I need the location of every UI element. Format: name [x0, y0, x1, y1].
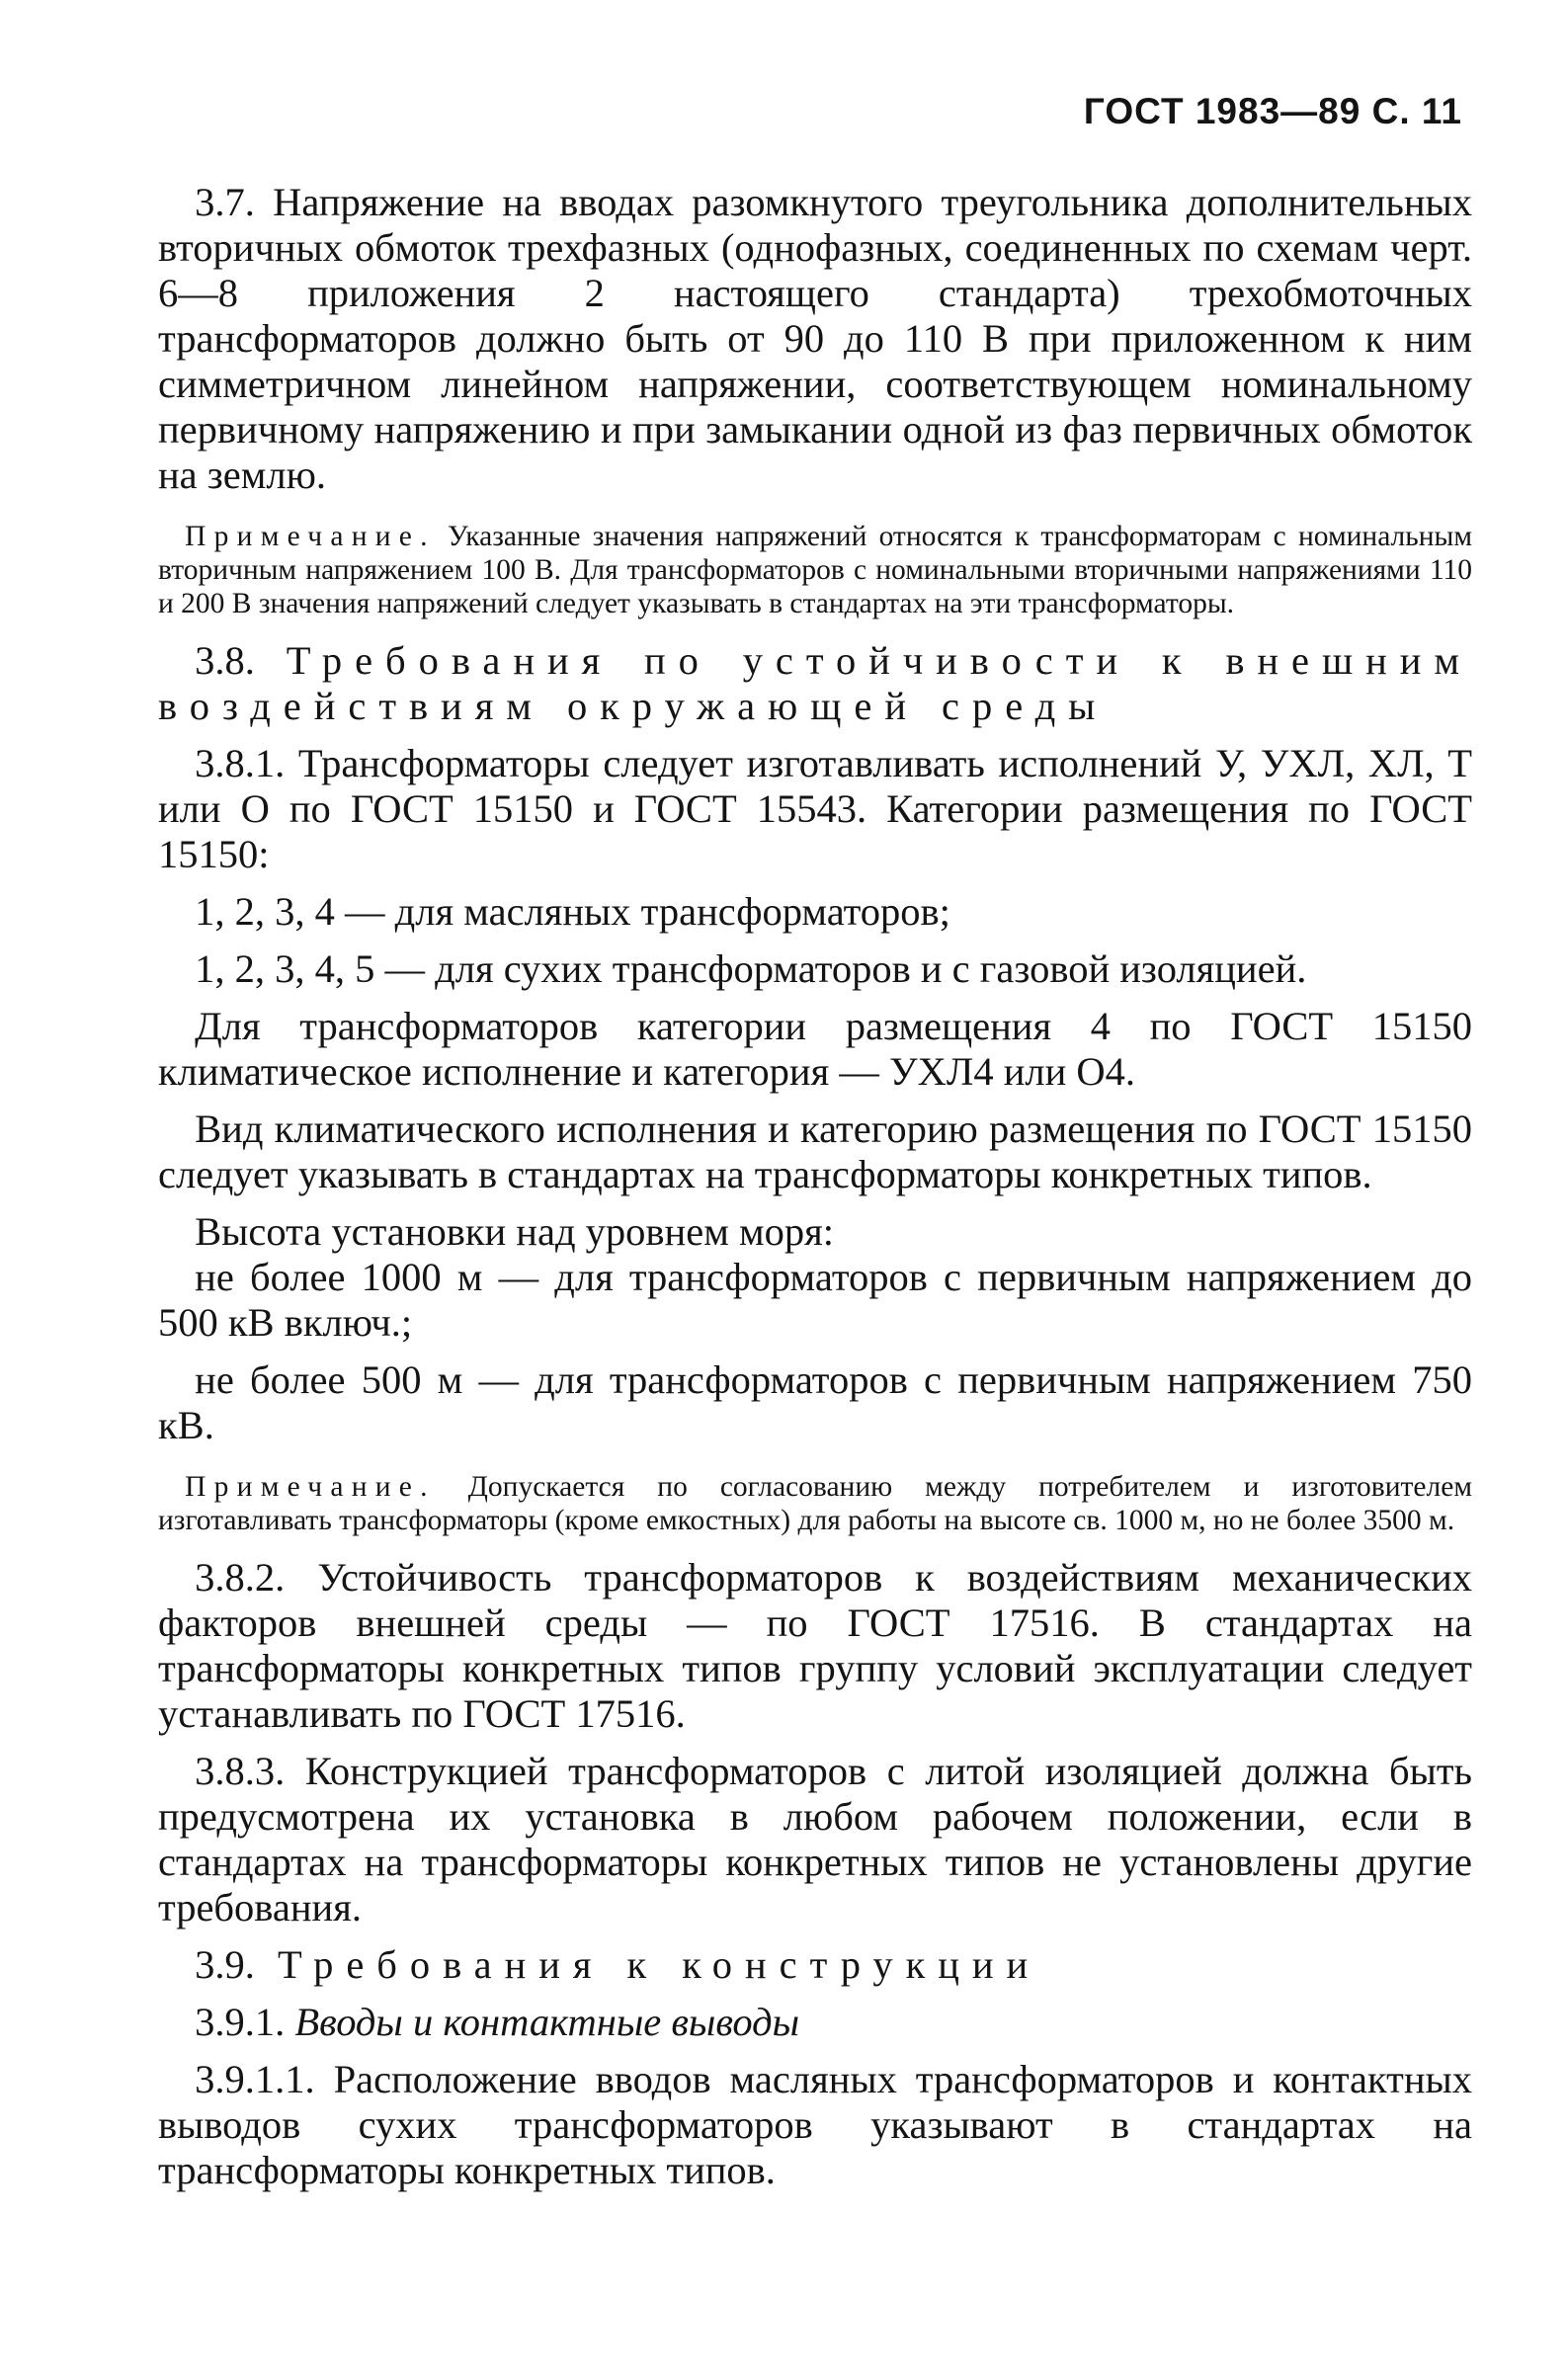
spacer — [158, 935, 1472, 946]
heading-3-8 — [158, 638, 1472, 729]
heading-3-9-1-number: 3.9.1. — [195, 2000, 286, 2044]
list-item-altitude-500: не более 500 м — для трансформаторов с первичным напряжением 750 кВ. — [158, 1357, 1472, 1447]
note-2 — [158, 1470, 1472, 1537]
note-2-text: Допускается по согласованию между потребителем и изготовителем изготавливать трансформаторы (кроме емкостных) для работы на высоте св. 1000 м, но не более 3500 м. — [158, 1471, 1472, 1536]
page-header: ГОСТ 1983—89 С. 11 — [1083, 91, 1462, 131]
note-1-label: Примечание. — [185, 521, 436, 552]
spacer — [158, 729, 1472, 741]
paragraph-3-8-2: 3.8.2. Устойчивость трансформаторов к воздействиям механических факторов внешней среды — по ГОСТ 17516. В стандартах на трансформаторы конкретных типов группу условий эксплуатации следует устанавливать по ГОСТ 17516. — [158, 1555, 1472, 1736]
heading-3-8-text: Требования по устойчивости к внешним воздействиям окружающей среды — [158, 638, 1472, 728]
paragraph-category-4: Для трансформаторов категории размещения 4 по ГОСТ 15150 климатическое исполнение и категория — УХЛ4 или О4. — [158, 1004, 1472, 1094]
document-body — [158, 180, 1472, 2193]
heading-3-9-1-text: Вводы и контактные выводы — [285, 2000, 800, 2044]
spacer — [158, 2045, 1472, 2057]
paragraph-3-7: 3.7. Напряжение на вводах разомкнутого треугольника дополнительных вторичных обмоток трехфазных (однофазных, соединенных по схемам черт. 6—8 приложения 2 настоящего стандарта) трехобмоточных трансформаторов должно быть от 90 до 110 В при приложенном к ним симметричном линейном напряжении, соответствующем номинальному первичному напряжению и при замыкании одной из фаз первичных обмоток на землю. — [158, 180, 1472, 497]
paragraph-3-8-1: 3.8.1. Трансформаторы следует изготавливать исполнений У, УХЛ, ХЛ, Т или О по ГОСТ 15150 и ГОСТ 15543. Категории размещения по ГОСТ 15150: — [158, 741, 1472, 876]
spacer — [158, 1197, 1472, 1209]
paragraph-3-9-1-1: 3.9.1.1. Расположение вводов масляных трансформаторов и контактных выводов сухих трансформаторов указывают в стандартах на трансформаторы конкретных типов. — [158, 2057, 1472, 2192]
note-1-text: Указанные значения напряжений относятся к трансформаторам с номинальным вторичным напряжением 100 В. Для трансформаторов с номинальными вторичными напряжениями 110 и 200 В значения напряжений следует указывать в стандартах на эти трансформаторы. — [158, 521, 1472, 619]
spacer — [158, 1737, 1472, 1749]
heading-3-9-number: 3.9. — [195, 1942, 255, 1987]
spacer — [158, 1346, 1472, 1357]
paragraph-altitude: Высота установки над уровнем моря: — [195, 1209, 834, 1254]
heading-3-9-1 — [158, 2000, 1472, 2045]
note-2-label: Примечание. — [185, 1471, 436, 1503]
heading-3-8-number: 3.8. — [195, 638, 255, 683]
list-item-oil: 1, 2, 3, 4 — для масляных трансформаторов; — [195, 889, 950, 934]
list-item-altitude-1000: не более 1000 м — для трансформаторов с первичным напряжением до 500 кВ включ.; — [158, 1255, 1472, 1345]
paragraph-3-8-3: 3.8.3. Конструкцией трансформаторов с литой изоляцией должна быть предусмотрена их установка в любом рабочем положении, если в стандартах на трансформаторы конкретных типов не установлены другие требования. — [158, 1749, 1472, 1929]
heading-3-9-text: Требования к конструкции — [254, 1942, 1041, 1987]
spacer — [158, 1095, 1472, 1107]
spacer — [158, 1930, 1472, 1942]
spacer — [158, 877, 1472, 889]
note-1 — [158, 520, 1472, 620]
spacer — [158, 992, 1472, 1004]
heading-3-9 — [158, 1942, 1472, 1988]
list-item-dry: 1, 2, 3, 4, 5 — для сухих трансформаторов и с газовой изоляцией. — [195, 946, 1307, 991]
spacer — [158, 1988, 1472, 2000]
paragraph-climatic-type: Вид климатического исполнения и категорию размещения по ГОСТ 15150 следует указывать в стандартах на трансформаторы конкретных типов. — [158, 1107, 1472, 1196]
